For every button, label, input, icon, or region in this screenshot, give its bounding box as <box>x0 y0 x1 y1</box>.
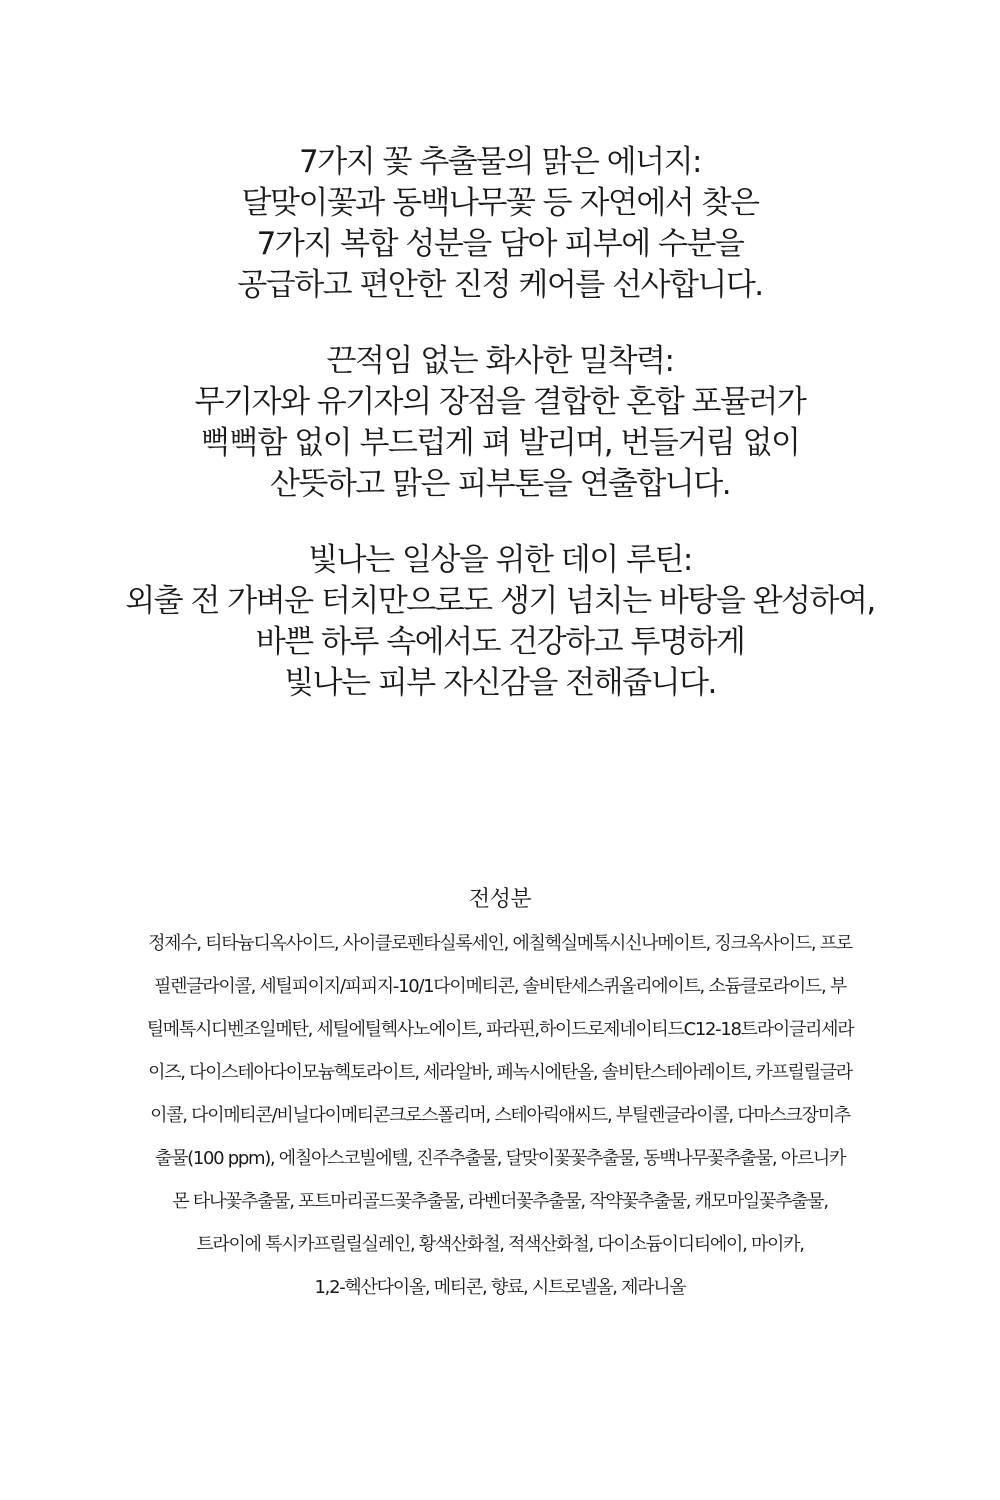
block-text-line: 산뜻하고 맑은 피부톤을 연출합니다. <box>269 466 731 502</box>
ingredients-line: 틸메톡시디벤조일메탄, 세틸에틸헥사노에이트, 파라핀,하이드로제네이티드C12-18트라이글리세라 <box>146 1019 854 1040</box>
ingredients-line: 필렌글라이콜, 세틸피이지/피피지-10/1다이메티콘, 솔비탄세스퀴올리에이트, 소듐클로라이드, 부 <box>154 976 846 997</box>
block-text-line: 외출 전 가벼운 터치만으로도 생기 넘치는 바탕을 완성하여, <box>125 583 875 619</box>
block-heading: 빛나는 일상을 위한 데이 루틴: <box>308 542 692 578</box>
ingredients-line: 정제수, 티타늄디옥사이드, 사이클로펜타실록세인, 에칠헥실메톡시신나메이트, 징크옥사이드, 프로 <box>148 933 852 954</box>
description-block-flower-extracts <box>0 142 1000 306</box>
product-description <box>0 142 1000 739</box>
ingredients-line: 이콜, 다이메티콘/비닐다이메티콘크로스폴리머, 스테아릭애씨드, 부틸렌글라이콜, 다마스크장미추 <box>150 1105 850 1126</box>
block-text-line: 달맞이꽃과 동백나무꽃 등 자연에서 찾은 <box>241 185 759 221</box>
block-text-line: 7가지 복합 성분을 담아 피부에 수분을 <box>256 226 744 262</box>
block-heading: 7가지 꽃 추출물의 맑은 에너지: <box>299 144 701 180</box>
block-text-line: 공급하고 편안한 진정 케어를 선사합니다. <box>237 267 763 303</box>
description-block-day-routine <box>0 540 1000 704</box>
description-block-adhesion <box>0 341 1000 505</box>
ingredients-section <box>40 880 960 1309</box>
ingredients-line: 출물(100 ppm), 에칠아스코빌에텔, 진주추출물, 달맞이꽃꽃추출물, 동백나무꽃추출물, 아르니카 <box>154 1148 846 1169</box>
ingredients-line: 1,2-헥산다이올, 메티콘, 향료, 시트로넬올, 제라니올 <box>314 1277 686 1298</box>
ingredients-line: 이즈, 다이스테아다이모늄헥토라이트, 세라알바, 페녹시에탄올, 솔비탄스테아레이트, 카프릴릴글라 <box>148 1062 852 1083</box>
block-text-line: 무기자와 유기자의 장점을 결합한 혼합 포뮬러가 <box>194 384 806 420</box>
block-text-line: 바쁜 하루 속에서도 건강하고 투명하게 <box>255 624 745 660</box>
ingredients-list <box>40 922 960 1309</box>
ingredients-line: 트라이에 톡시카프릴릴실레인, 황색산화철, 적색산화철, 다이소듐이디티에이, 마이카, <box>196 1234 804 1255</box>
ingredients-line: 몬 타나꽃추출물, 포트마리골드꽃추출물, 라벤더꽃추출물, 작약꽃추출물, 캐모마일꽃추출물, <box>172 1191 828 1212</box>
block-heading: 끈적임 없는 화사한 밀착력: <box>326 343 674 379</box>
ingredients-title: 전성분 <box>468 887 532 912</box>
block-text-line: 뻑뻑함 없이 부드럽게 펴 발리며, 번들거림 없이 <box>200 425 800 461</box>
block-text-line: 빛나는 피부 자신감을 전해줍니다. <box>284 665 716 701</box>
